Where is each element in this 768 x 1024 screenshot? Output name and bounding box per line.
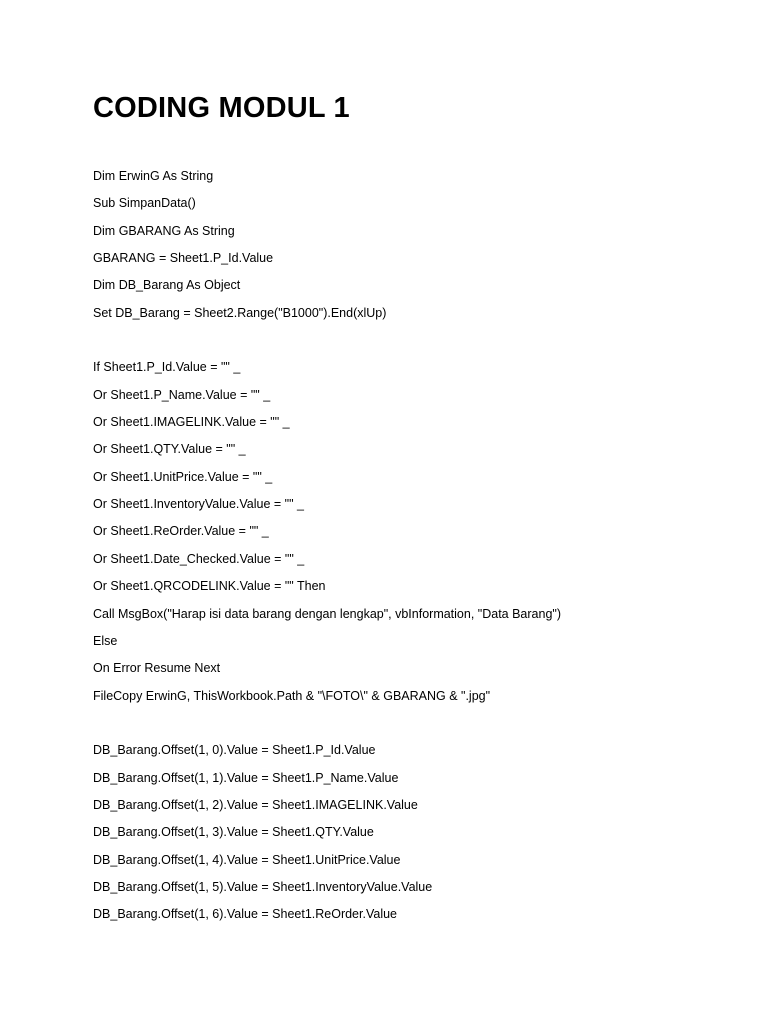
code-line: Dim GBARANG As String [93, 223, 235, 238]
code-line: Dim DB_Barang As Object [93, 278, 241, 293]
code-line: Set DB_Barang = Sheet2.Range("B1000").End(xlUp) [93, 305, 387, 320]
code-line: Or Sheet1.InventoryValue.Value = "" _ [93, 497, 304, 512]
code-line: DB_Barang.Offset(1, 6).Value = Sheet1.ReOrder.Value [93, 907, 397, 922]
code-line: DB_Barang.Offset(1, 3).Value = Sheet1.QTY.Value [93, 825, 374, 840]
code-line: If Sheet1.P_Id.Value = "" _ [93, 360, 241, 375]
code-line: Or Sheet1.QRCODELINK.Value = "" Then [93, 579, 326, 594]
code-line: DB_Barang.Offset(1, 4).Value = Sheet1.UnitPrice.Value [93, 852, 401, 867]
code-line-blank [93, 710, 733, 737]
code-line: DB_Barang.Offset(1, 5).Value = Sheet1.InventoryValue.Value [93, 879, 433, 894]
code-line: Or Sheet1.UnitPrice.Value = "" _ [93, 469, 273, 484]
code-line: Dim ErwinG As String [93, 169, 214, 183]
code-line: DB_Barang.Offset(1, 0).Value = Sheet1.P_Id.Value [93, 743, 376, 758]
code-line: Call MsgBox("Harap isi data barang dengan lengkap", vbInformation, "Data Barang") [93, 606, 562, 621]
code-block [93, 163, 733, 929]
code-line: DB_Barang.Offset(1, 2).Value = Sheet1.IMAGELINK.Value [93, 797, 418, 812]
code-line: Else [93, 633, 118, 648]
code-line: GBARANG = Sheet1.P_Id.Value [93, 251, 274, 266]
page-title: CODING MODUL 1 [93, 92, 350, 124]
code-line: Or Sheet1.Date_Checked.Value = "" _ [93, 551, 305, 566]
code-line-blank [93, 327, 733, 354]
code-line: Or Sheet1.ReOrder.Value = "" _ [93, 524, 269, 539]
code-line: Or Sheet1.IMAGELINK.Value = "" _ [93, 415, 290, 430]
code-line: Or Sheet1.QTY.Value = "" _ [93, 442, 246, 457]
code-line: On Error Resume Next [93, 661, 221, 676]
code-line: Or Sheet1.P_Name.Value = "" _ [93, 387, 271, 402]
code-line: FileCopy ErwinG, ThisWorkbook.Path & "\FOTO\" & GBARANG & ".jpg" [93, 688, 491, 703]
code-line: DB_Barang.Offset(1, 1).Value = Sheet1.P_Name.Value [93, 770, 399, 785]
code-line: Sub SimpanData() [93, 196, 196, 211]
